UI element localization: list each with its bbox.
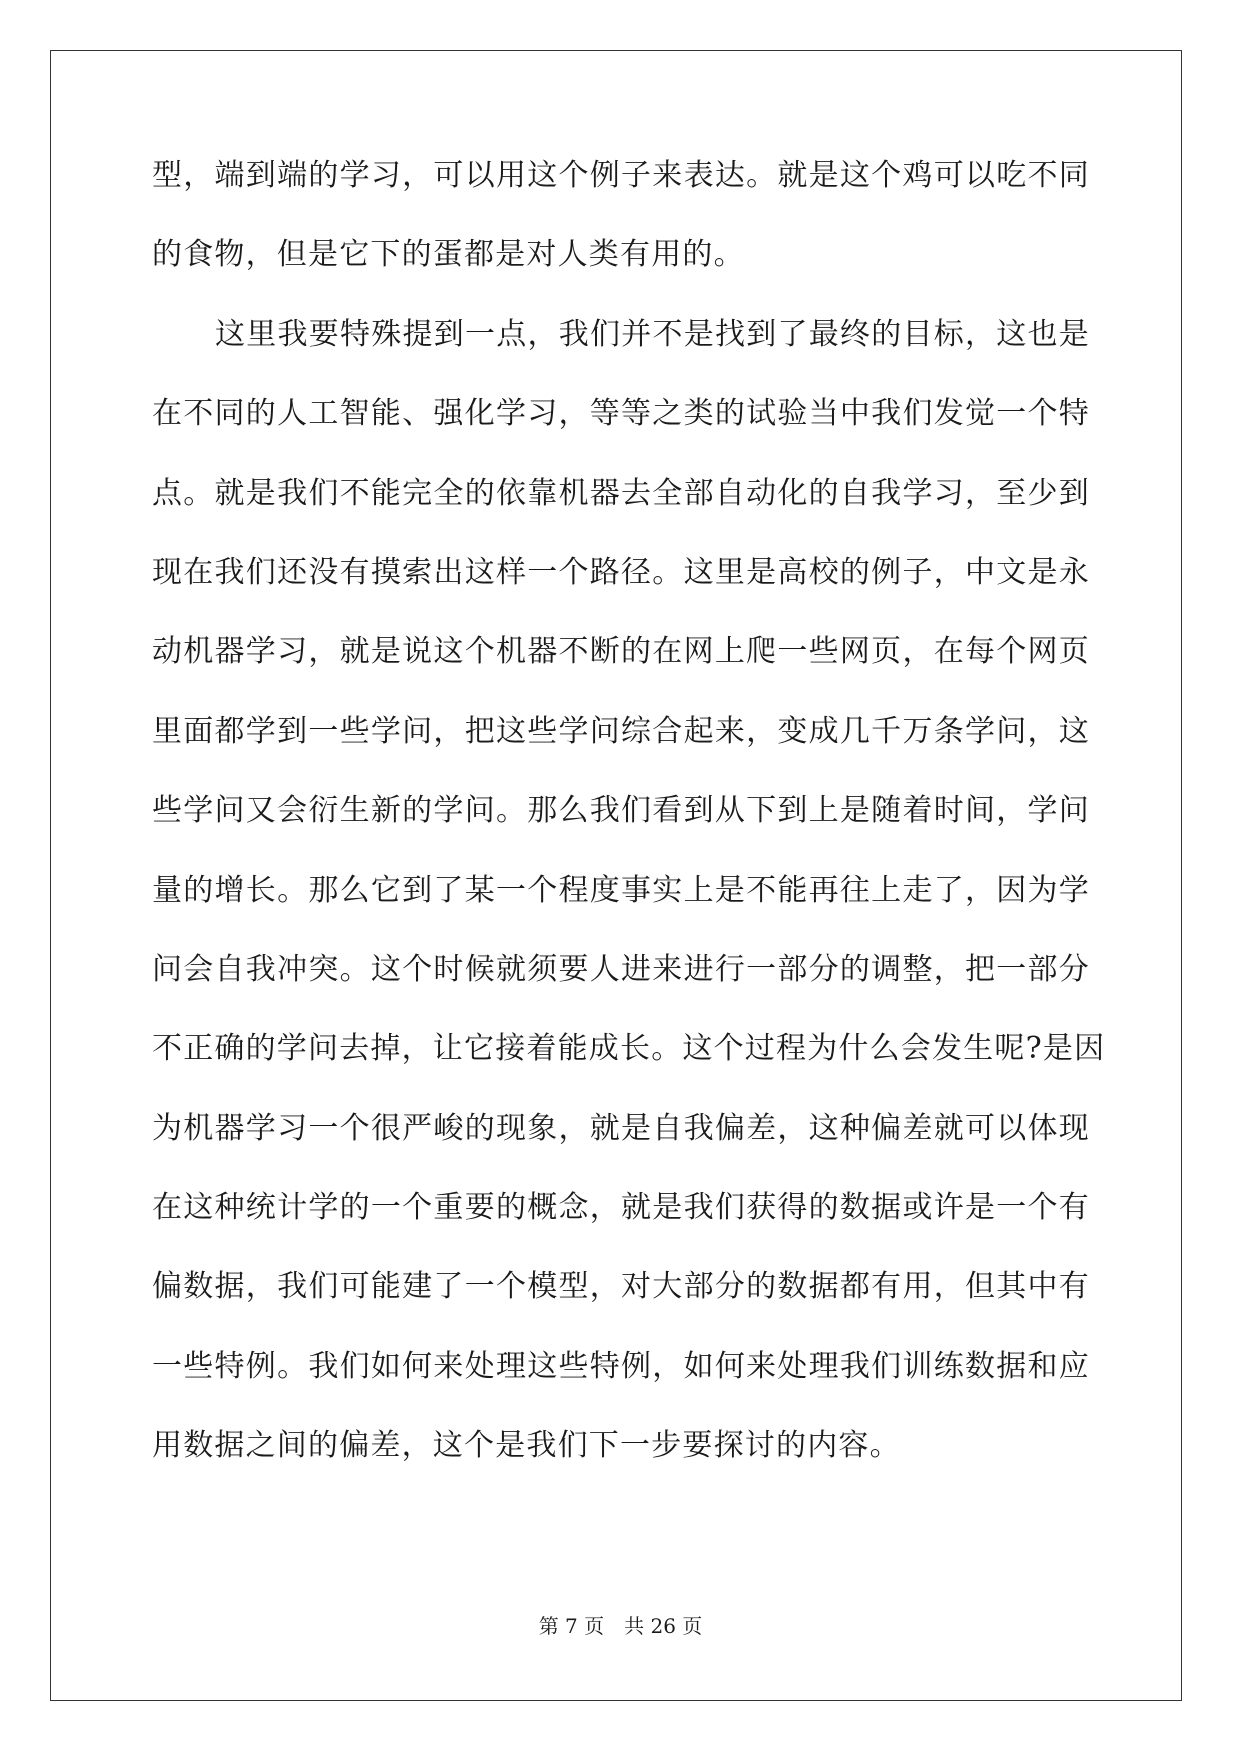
text-line: 里面都学到一些学问，把这些学问综合起来，变成几千万条学问，这 xyxy=(152,713,1090,749)
text-line: 动机器学习，就是说这个机器不断的在网上爬一些网页，在每个网页 xyxy=(152,634,1090,670)
text-line: 在不同的人工智能、强化学习，等等之类的试验当中我们发觉一个特 xyxy=(152,396,1090,432)
page-number: 第 7 页 xyxy=(538,1614,605,1638)
text-line: 用数据之间的偏差，这个是我们下一步要探讨的内容。 xyxy=(152,1428,901,1464)
text-line: 在这种统计学的一个重要的概念，就是我们获得的数据或许是一个有 xyxy=(152,1190,1090,1226)
text-line: 点。就是我们不能完全的依靠机器去全部自动化的自我学习，至少到 xyxy=(152,475,1090,511)
text-line: 现在我们还没有摸索出这样一个路径。这里是高校的例子，中文是永 xyxy=(152,554,1090,590)
page-footer xyxy=(0,1610,1241,1639)
text-line: 型，端到端的学习，可以用这个例子来表达。就是这个鸡可以吃不同 xyxy=(152,158,1090,193)
text-line: 的食物，但是它下的蛋都是对人类有用的。 xyxy=(152,237,745,273)
page-total: 共 26 页 xyxy=(624,1614,703,1638)
text-line: 偏数据，我们可能建了一个模型，对大部分的数据都有用，但其中有 xyxy=(152,1269,1090,1305)
text-line: 问会自我冲突。这个时候就须要人进来进行一部分的调整，把一部分 xyxy=(152,951,1090,987)
text-line: 这里我要特殊提到一点，我们并不是找到了最终的目标，这也是 xyxy=(215,316,1090,352)
text-line: 一些特例。我们如何来处理这些特例，如何来处理我们训练数据和应 xyxy=(152,1348,1090,1384)
text-line: 些学问又会衍生新的学问。那么我们看到从下到上是随着时间，学问 xyxy=(152,793,1090,829)
document-body xyxy=(152,158,1106,1508)
text-line: 为机器学习一个很严峻的现象，就是自我偏差，这种偏差就可以体现 xyxy=(152,1110,1090,1146)
text-line: 不正确的学问去掉，让它接着能成长。这个过程为什么会发生呢?是因 xyxy=(152,1031,1106,1067)
text-line: 量的增长。那么它到了某一个程度事实上是不能再往上走了，因为学 xyxy=(152,872,1090,908)
